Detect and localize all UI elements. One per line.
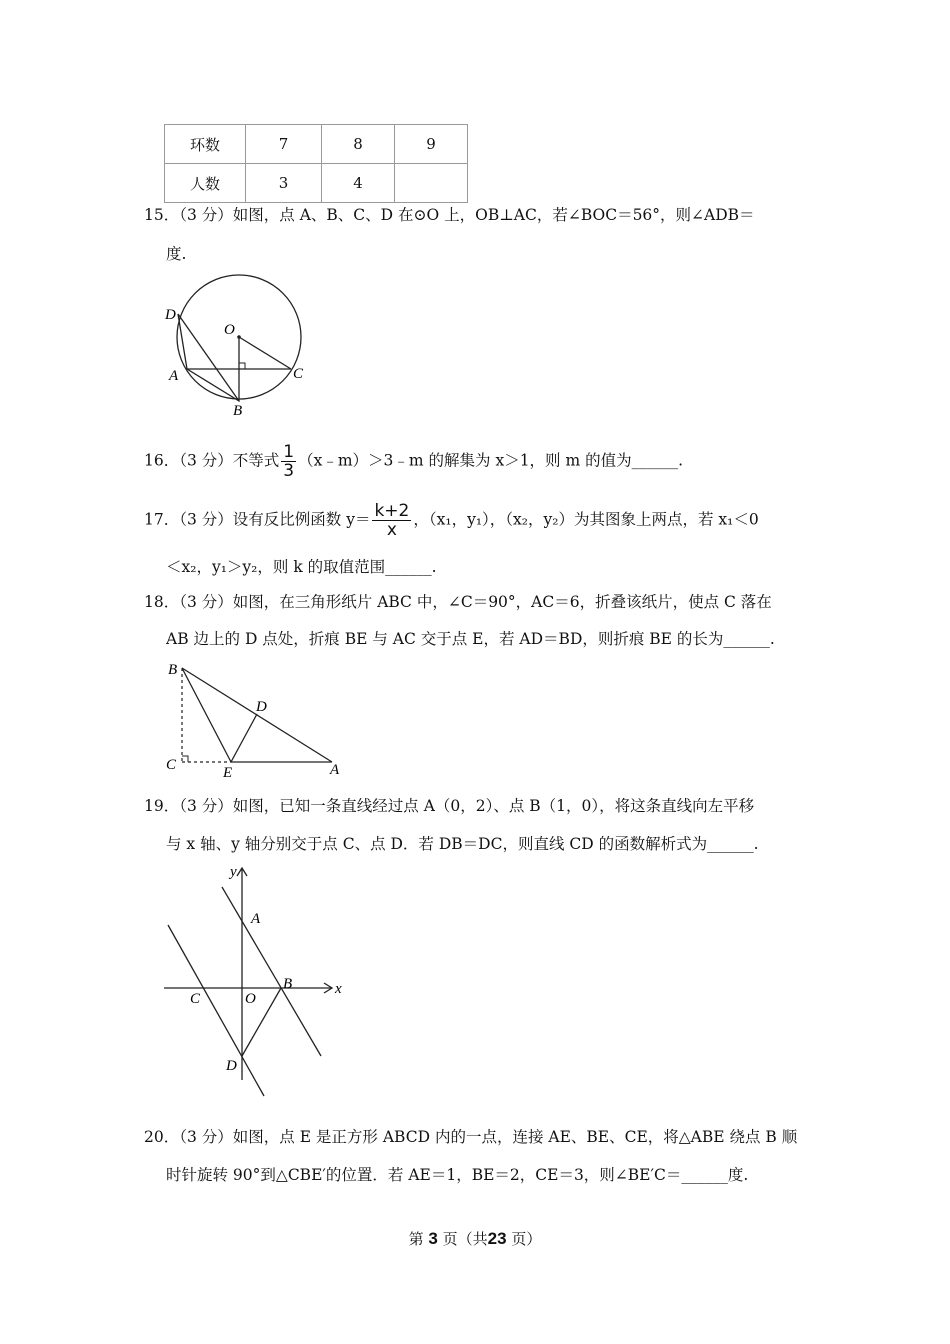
table-row xyxy=(165,125,468,164)
footer-mid: 页（共 xyxy=(442,1230,488,1248)
table-cell: 7 xyxy=(246,125,322,164)
coordinate-diagram xyxy=(160,860,360,1110)
label-e: E xyxy=(223,765,233,781)
label-a: A xyxy=(251,911,261,927)
footer-post: 页） xyxy=(511,1230,542,1248)
label-o: O xyxy=(245,991,256,1007)
footer-pre: 第 xyxy=(408,1230,424,1248)
circle-diagram xyxy=(160,270,320,420)
question-20-line-1: 20．（3 分）如图，点 E 是正方形 ABCD 内的一点，连接 AE、BE、CE，将△ABE 绕点 B 顺 xyxy=(144,1128,798,1146)
table-cell: 8 xyxy=(322,125,395,164)
question-15-line-2: 度. xyxy=(166,245,187,263)
label-c: C xyxy=(166,757,177,773)
label-b: B xyxy=(233,403,243,419)
table-cell: 4 xyxy=(322,164,395,203)
label-a: A xyxy=(169,368,179,384)
question-17-line-1 xyxy=(144,502,759,539)
question-16-prefix: 16．（3 分）不等式 xyxy=(144,451,280,470)
question-16-suffix: （x﹣m）＞3﹣m 的解集为 x＞1，则 m 的值为______. xyxy=(298,451,684,470)
fraction-denominator: 3 xyxy=(283,461,295,481)
fraction-numerator: 1 xyxy=(283,442,295,462)
label-x: x xyxy=(335,981,342,997)
label-c: C xyxy=(190,991,201,1007)
page-number: 3 xyxy=(428,1229,438,1248)
label-d: D xyxy=(165,307,176,323)
question-17-line-2: ＜x₂，y₁＞y₂，则 k 的取值范围______. xyxy=(166,558,437,576)
table-cell: 9 xyxy=(395,125,468,164)
label-b: B xyxy=(283,976,293,992)
table-row xyxy=(165,164,468,203)
triangle-diagram xyxy=(160,655,360,785)
table-cell: 环数 xyxy=(165,125,246,164)
label-d: D xyxy=(226,1058,237,1074)
label-d: D xyxy=(256,699,267,715)
question-18-line-2: AB 边上的 D 点处，折痕 BE 与 AC 交于点 E，若 AD＝BD，则折痕 BE 的长为______. xyxy=(166,630,775,648)
fraction xyxy=(281,443,296,480)
question-19-line-1: 19．（3 分）如图，已知一条直线经过点 A（0，2）、点 B（1，0），将这条直线向左平移 xyxy=(144,797,755,815)
score-table xyxy=(164,124,468,203)
table-cell: 3 xyxy=(246,164,322,203)
label-c: C xyxy=(293,366,304,382)
table-cell xyxy=(395,164,468,203)
label-o: O xyxy=(224,322,235,338)
question-20-line-2: 时针旋转 90°到△CBE′的位置．若 AE＝1，BE＝2，CE＝3，则∠BE′C＝______度. xyxy=(166,1166,749,1184)
fraction xyxy=(372,502,411,539)
question-17-prefix: 17．（3 分）设有反比例函数 y＝ xyxy=(144,510,371,529)
question-16 xyxy=(144,443,683,480)
question-15-line-1: 15．（3 分）如图，点 A、B、C、D 在⊙O 上，OB⊥AC，若∠BOC＝56°，则∠ADB＝ xyxy=(144,206,755,224)
table-cell: 人数 xyxy=(165,164,246,203)
question-17-suffix: ，（x₁，y₁），（x₂，y₂）为其图象上两点，若 x₁＜0 xyxy=(413,510,759,529)
fraction-denominator: x xyxy=(386,520,397,540)
page-total: 23 xyxy=(487,1229,507,1248)
page-footer xyxy=(0,1228,950,1249)
label-y: y xyxy=(230,864,237,880)
fraction-numerator: k+2 xyxy=(374,501,410,521)
label-b: B xyxy=(168,662,178,678)
question-18-line-1: 18．（3 分）如图，在三角形纸片 ABC 中，∠C＝90°，AC＝6，折叠该纸片，使点 C 落在 xyxy=(144,593,772,611)
label-a: A xyxy=(330,762,340,778)
question-19-line-2: 与 x 轴、y 轴分别交于点 C、点 D．若 DB＝DC，则直线 CD 的函数解析式为______. xyxy=(166,835,759,853)
